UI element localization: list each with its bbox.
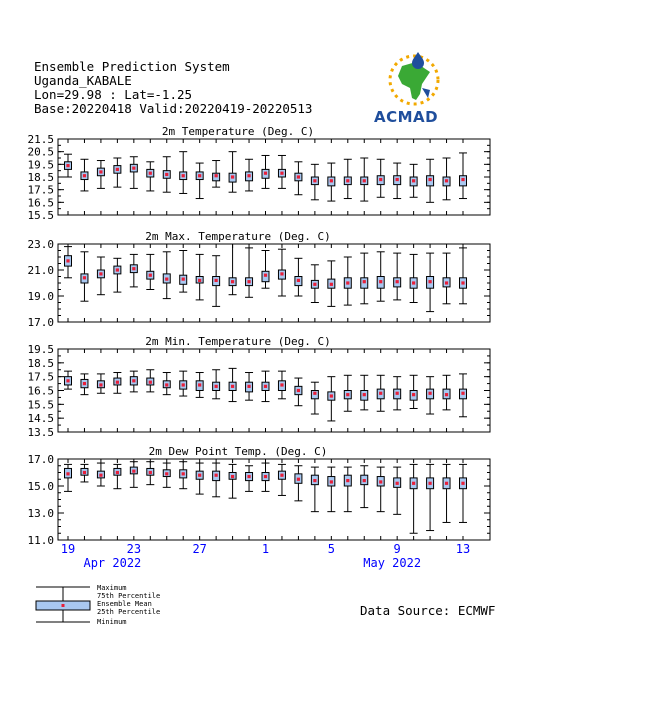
y-tick-label: 15.0 bbox=[27, 480, 54, 493]
panel-frame bbox=[58, 349, 490, 432]
mean-marker bbox=[231, 475, 234, 478]
mean-marker bbox=[428, 392, 431, 395]
mean-marker bbox=[182, 174, 185, 177]
mean-marker bbox=[231, 385, 234, 388]
legend-maximum-label: Maximum bbox=[97, 584, 127, 592]
mean-marker bbox=[116, 168, 119, 171]
mean-marker bbox=[346, 479, 349, 482]
mean-marker bbox=[396, 178, 399, 181]
mean-marker bbox=[280, 172, 283, 175]
mean-marker bbox=[165, 383, 168, 386]
y-tick-label: 18.5 bbox=[27, 171, 54, 184]
mean-marker bbox=[83, 174, 86, 177]
x-day-label: 9 bbox=[393, 542, 401, 556]
y-tick-label: 11.0 bbox=[27, 534, 54, 547]
panel-title: 2m Max. Temperature (Deg. C) bbox=[145, 230, 331, 243]
mean-marker bbox=[99, 170, 102, 173]
x-day-label: 19 bbox=[60, 542, 76, 556]
mean-marker bbox=[149, 274, 152, 277]
mean-marker bbox=[461, 281, 464, 284]
mean-marker bbox=[412, 281, 415, 284]
mean-marker bbox=[264, 385, 267, 388]
mean-marker bbox=[445, 179, 448, 182]
mean-marker bbox=[247, 475, 250, 478]
mean-marker bbox=[149, 381, 152, 384]
mean-marker bbox=[247, 280, 250, 283]
legend-mean-label: Ensemble Mean bbox=[97, 600, 152, 608]
mean-marker bbox=[83, 471, 86, 474]
mean-marker bbox=[182, 472, 185, 475]
x-month-label: Apr 2022 bbox=[83, 556, 142, 570]
mean-marker bbox=[247, 174, 250, 177]
y-tick-label: 18.5 bbox=[27, 356, 54, 370]
y-tick-label: 17.0 bbox=[27, 316, 54, 329]
x-day-label: 5 bbox=[327, 542, 335, 556]
mean-marker bbox=[66, 164, 69, 167]
mean-marker bbox=[428, 482, 431, 485]
mean-marker bbox=[149, 172, 152, 175]
x-day-label: 13 bbox=[455, 542, 471, 556]
mean-marker bbox=[132, 379, 135, 382]
mean-marker bbox=[66, 259, 69, 262]
x-day-label: 23 bbox=[126, 542, 142, 556]
x-day-label: 27 bbox=[192, 542, 207, 556]
mean-marker bbox=[165, 173, 168, 176]
mean-marker bbox=[99, 272, 102, 275]
y-tick-label: 21.5 bbox=[27, 133, 54, 146]
y-tick-label: 19.0 bbox=[27, 290, 54, 303]
mean-marker bbox=[215, 174, 218, 177]
y-tick-label: 15.5 bbox=[27, 209, 54, 222]
panel-title: 2m Temperature (Deg. C) bbox=[161, 125, 315, 138]
mean-marker bbox=[445, 393, 448, 396]
legend-p75-label: 75th Percentile bbox=[97, 592, 161, 600]
mean-marker bbox=[116, 471, 119, 474]
mean-marker bbox=[198, 474, 201, 477]
mean-marker bbox=[445, 482, 448, 485]
data-source: Data Source: ECMWF bbox=[360, 603, 496, 618]
panel-frame bbox=[58, 244, 490, 322]
y-tick-label: 17.0 bbox=[27, 453, 54, 466]
mean-marker bbox=[346, 281, 349, 284]
mean-marker bbox=[396, 392, 399, 395]
y-tick-label: 19.5 bbox=[27, 158, 54, 172]
mean-marker bbox=[297, 389, 300, 392]
y-tick-label: 17.5 bbox=[27, 370, 54, 384]
y-tick-label: 21.0 bbox=[27, 264, 54, 277]
y-tick-label: 19.5 bbox=[27, 343, 54, 356]
mean-marker bbox=[182, 383, 185, 386]
mean-marker bbox=[313, 479, 316, 482]
panel-frame bbox=[58, 139, 490, 215]
mean-marker bbox=[264, 172, 267, 175]
mean-marker bbox=[412, 393, 415, 396]
mean-marker bbox=[297, 478, 300, 481]
mean-marker bbox=[83, 276, 86, 279]
mean-marker bbox=[379, 480, 382, 483]
mean-marker bbox=[346, 179, 349, 182]
mean-marker bbox=[66, 472, 69, 475]
mean-marker bbox=[198, 279, 201, 282]
station-coordinates: Lon=29.98 : Lat=-1.25 bbox=[34, 87, 193, 102]
mean-marker bbox=[182, 278, 185, 281]
mean-marker bbox=[66, 379, 69, 382]
mean-marker bbox=[363, 280, 366, 283]
mean-marker bbox=[297, 279, 300, 282]
mean-marker bbox=[280, 474, 283, 477]
panel-frame bbox=[58, 459, 490, 540]
mean-marker bbox=[99, 383, 102, 386]
mean-marker bbox=[313, 283, 316, 286]
panel-title: 2m Dew Point Temp. (Deg. C) bbox=[148, 445, 328, 458]
mean-marker bbox=[396, 482, 399, 485]
mean-marker bbox=[445, 281, 448, 284]
y-tick-label: 13.5 bbox=[27, 426, 54, 439]
y-tick-label: 13.0 bbox=[27, 507, 54, 520]
mean-marker bbox=[379, 280, 382, 283]
station-name: Uganda_KABALE bbox=[34, 73, 132, 88]
panel-title: 2m Min. Temperature (Deg. C) bbox=[145, 335, 331, 348]
mean-marker bbox=[330, 283, 333, 286]
mean-marker bbox=[116, 268, 119, 271]
mean-marker bbox=[396, 280, 399, 283]
mean-marker bbox=[165, 472, 168, 475]
mean-marker bbox=[461, 482, 464, 485]
mean-marker bbox=[412, 482, 415, 485]
mean-marker bbox=[132, 167, 135, 170]
mean-marker bbox=[346, 393, 349, 396]
mean-marker bbox=[116, 381, 119, 384]
y-tick-label: 23.0 bbox=[27, 238, 54, 251]
y-tick-label: 16.5 bbox=[27, 196, 54, 210]
y-tick-label: 20.5 bbox=[27, 145, 54, 159]
mean-marker bbox=[231, 175, 234, 178]
x-day-label: 1 bbox=[261, 542, 270, 556]
system-title: Ensemble Prediction System bbox=[34, 59, 230, 74]
mean-marker bbox=[231, 280, 234, 283]
mean-marker bbox=[412, 179, 415, 182]
mean-marker bbox=[198, 174, 201, 177]
y-tick-label: 15.5 bbox=[27, 398, 54, 412]
mean-marker bbox=[149, 471, 152, 474]
mean-marker bbox=[280, 383, 283, 386]
mean-marker bbox=[428, 280, 431, 283]
mean-marker bbox=[247, 385, 250, 388]
mean-marker bbox=[132, 267, 135, 270]
mean-marker bbox=[363, 479, 366, 482]
mean-marker bbox=[215, 279, 218, 282]
mean-marker bbox=[264, 274, 267, 277]
mean-marker bbox=[461, 392, 464, 395]
y-tick-label: 16.5 bbox=[27, 384, 54, 398]
mean-marker bbox=[83, 382, 86, 385]
mean-marker bbox=[297, 175, 300, 178]
mean-marker bbox=[198, 383, 201, 386]
mean-marker bbox=[379, 392, 382, 395]
legend-p25-label: 25th Percentile bbox=[97, 608, 161, 616]
mean-marker bbox=[215, 385, 218, 388]
mean-marker bbox=[313, 392, 316, 395]
mean-marker bbox=[215, 474, 218, 477]
mean-marker bbox=[461, 178, 464, 181]
base-valid-dates: Base:20220418 Valid:20220419-20220513 bbox=[34, 101, 313, 116]
mean-marker bbox=[330, 179, 333, 182]
mean-marker bbox=[165, 278, 168, 281]
mean-marker bbox=[132, 470, 135, 473]
mean-marker bbox=[330, 394, 333, 397]
mean-marker bbox=[428, 178, 431, 181]
x-month-label: May 2022 bbox=[363, 556, 422, 570]
legend-minimum-label: Minimum bbox=[97, 618, 127, 626]
y-tick-label: 14.5 bbox=[27, 412, 54, 426]
y-tick-label: 17.5 bbox=[27, 183, 54, 197]
mean-marker bbox=[330, 480, 333, 483]
logo-text: ACMAD bbox=[374, 108, 439, 126]
mean-marker bbox=[363, 393, 366, 396]
mean-marker bbox=[99, 474, 102, 477]
mean-marker bbox=[313, 179, 316, 182]
legend-mean-marker bbox=[62, 604, 65, 607]
mean-marker bbox=[379, 178, 382, 181]
mean-marker bbox=[363, 179, 366, 182]
mean-marker bbox=[264, 475, 267, 478]
mean-marker bbox=[280, 272, 283, 275]
